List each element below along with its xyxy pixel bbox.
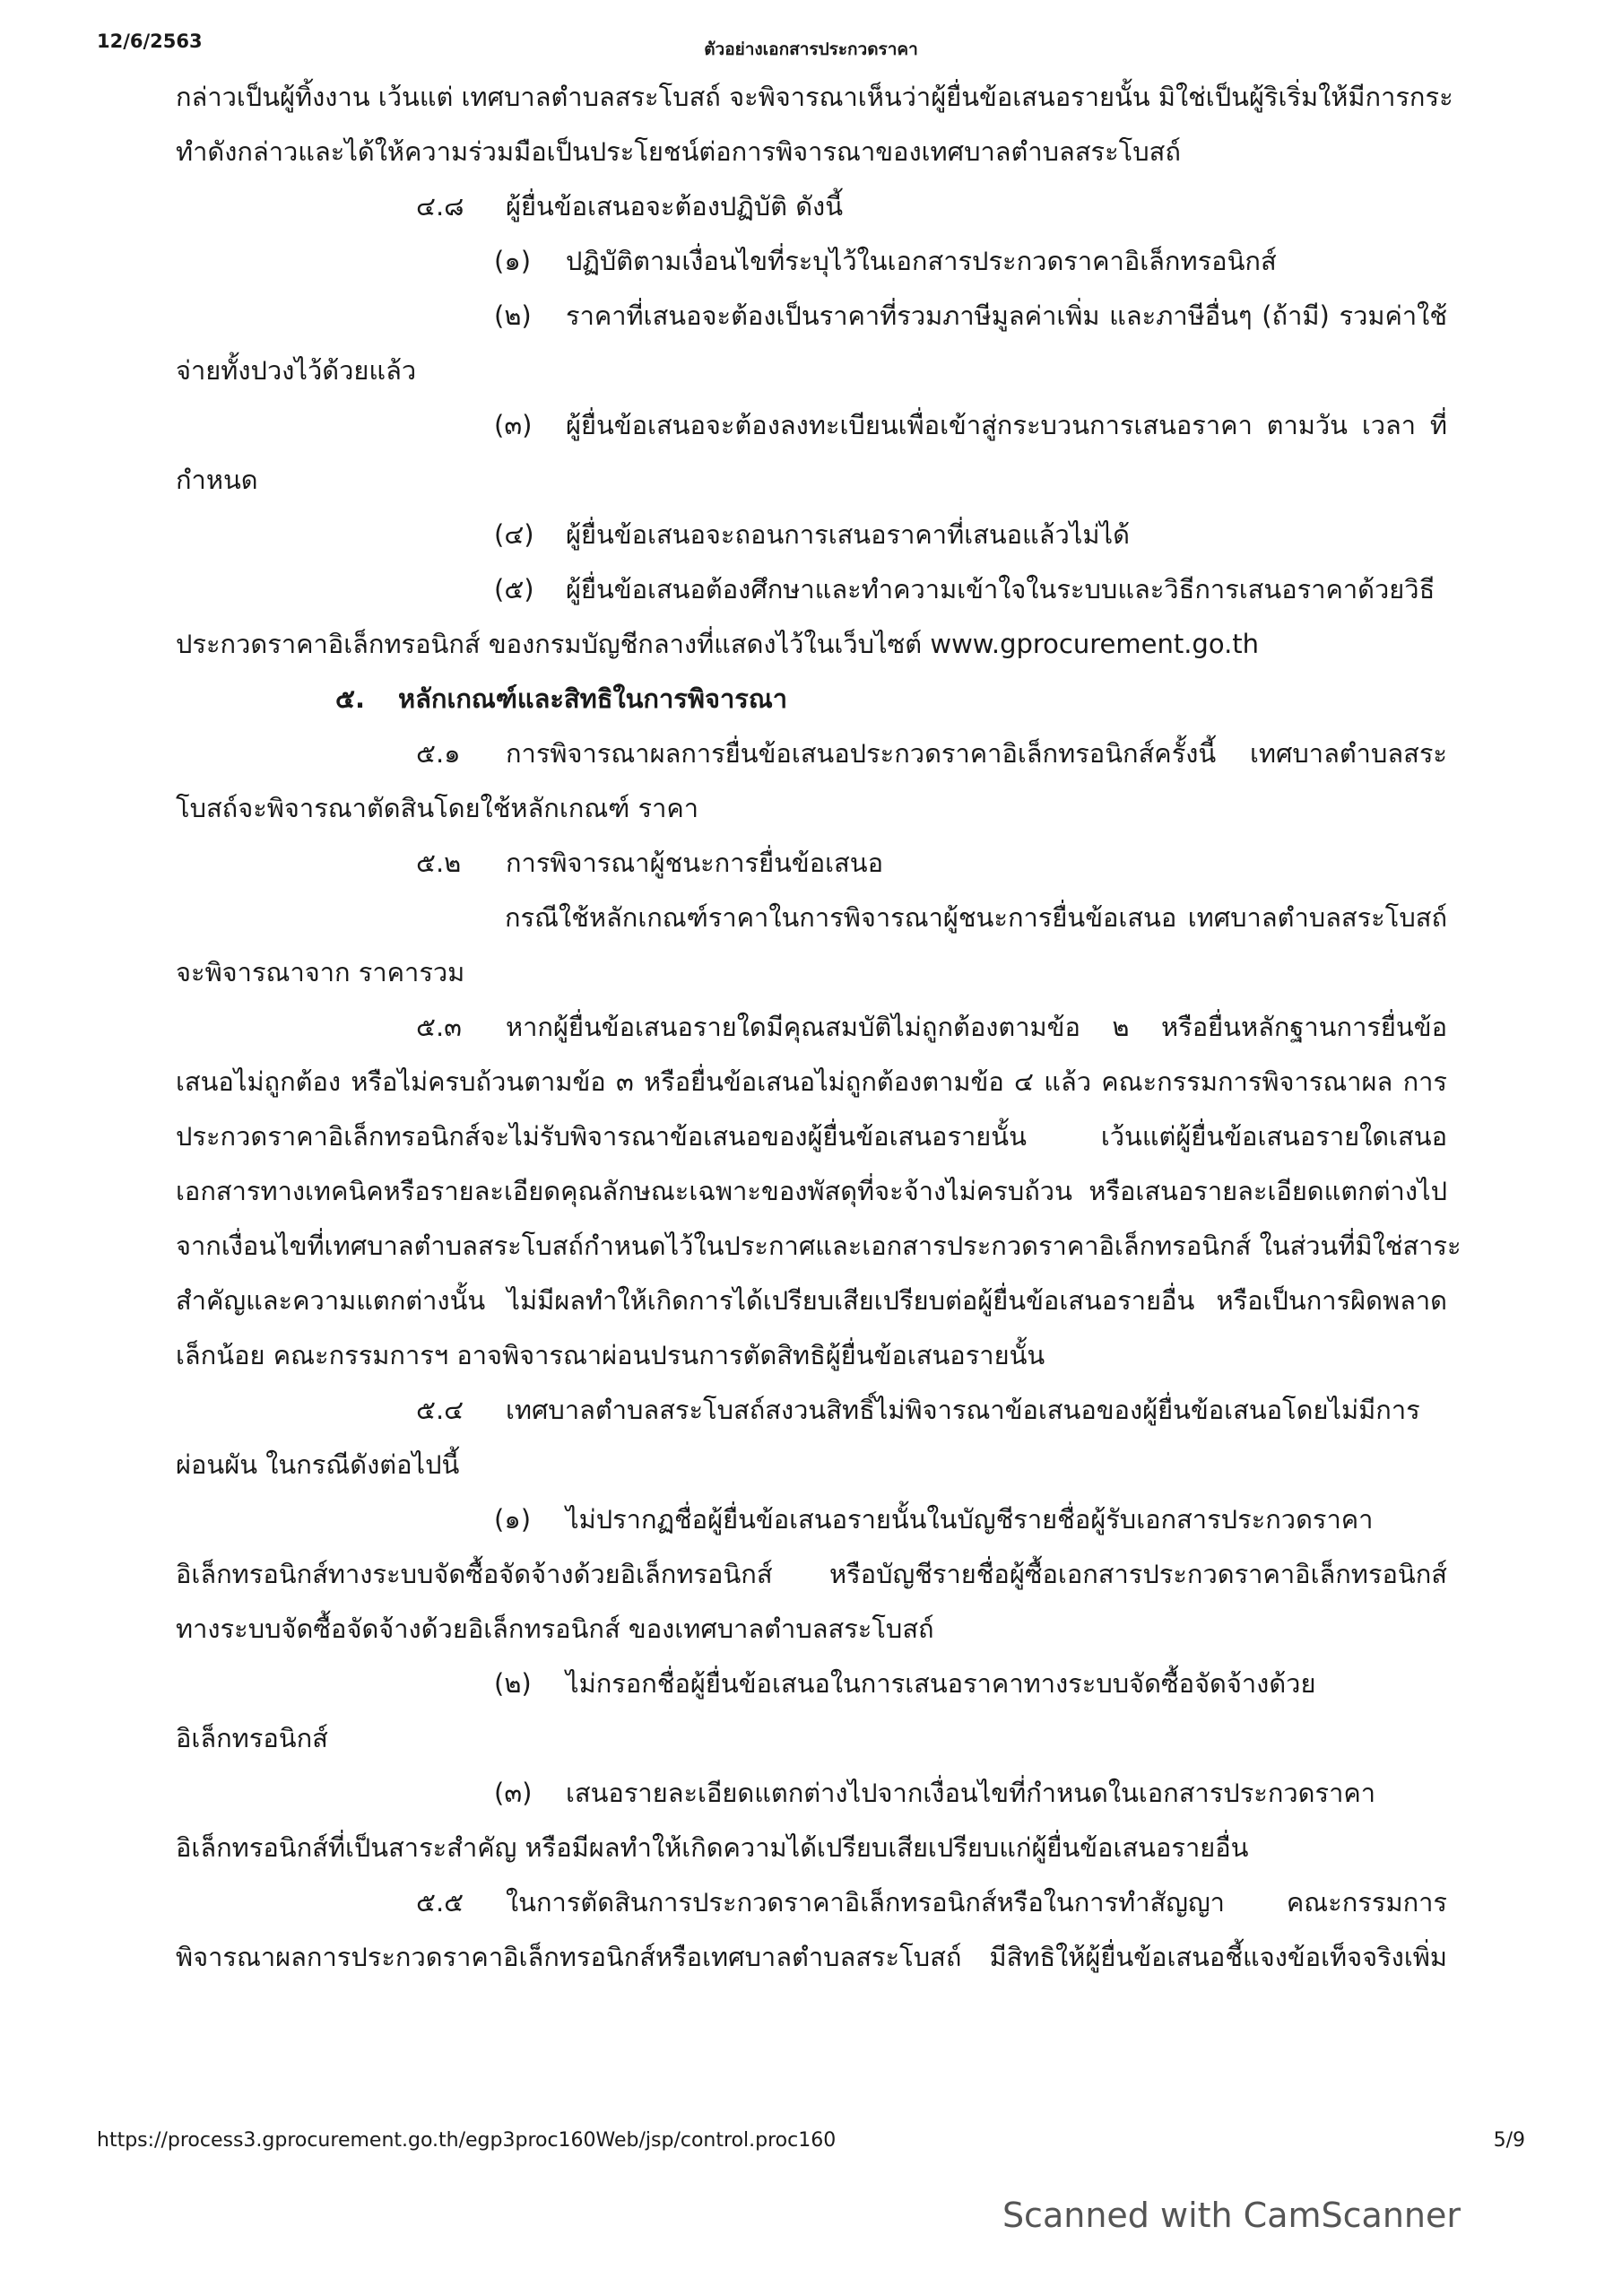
footer-page-number: 5/9 [1493, 2129, 1525, 2152]
clause-text: ไม่กรอกชื่อผู้ยื่นข้อเสนอในการเสนอราคาทางระบบจัดซื้อจัดจ้างด้วย [566, 1668, 1316, 1699]
body-line: กำหนด [176, 465, 258, 495]
body-line: จ่ายทั้งปวงไว้ด้วยแล้ว [176, 355, 417, 386]
subclause-3 [176, 1766, 1447, 1821]
subclause-1 [176, 234, 1447, 289]
body-line: สำคัญและความแตกต่างนั้น ไม่มีผลทำให้เกิดการได้เปรียบเสียเปรียบต่อผู้ยื่นข้อเสนอรายอื่น หรือเป็นการผิดพลาด [176, 1285, 1447, 1316]
body-line: เล็กน้อย คณะกรรมการฯ อาจพิจารณาผ่อนปรนการตัดสิทธิผู้ยื่นข้อเสนอรายนั้น [176, 1340, 1045, 1370]
clause-number: (๓) [494, 1778, 533, 1808]
body-line: อิเล็กทรอนิกส์ทางระบบจัดซื้อจัดจ้างด้วยอิเล็กทรอนิกส์ หรือบัญชีรายชื่อผู้ซื้อเอกสารประกวดราคาอิเล็กทรอนิกส์ [176, 1559, 1447, 1589]
clause-5-4 [176, 1383, 1447, 1438]
body-line: จากเงื่อนไขที่เทศบาลตำบลสระโบสถ์กำหนดไว้ในประกาศและเอกสารประกวดราคาอิเล็กทรอนิกส์ ในส่วนที่มิใช่สาระ [176, 1231, 1462, 1261]
clause-text: การพิจารณาผู้ชนะการยื่นข้อเสนอ [506, 848, 883, 878]
subclause-2 [176, 289, 1447, 344]
subclause-3 [176, 398, 1447, 453]
subclause-1 [176, 1492, 1447, 1547]
body-line: อิเล็กทรอนิกส์ที่เป็นสาระสำคัญ หรือมีผลทำให้เกิดความได้เปรียบเสียเปรียบแก่ผู้ยื่นข้อเสนอรายอื่น [176, 1832, 1249, 1863]
body-line: เสนอไม่ถูกต้อง หรือไม่ครบถ้วนตามข้อ ๓ หรือยื่นข้อเสนอไม่ถูกต้องตามข้อ ๔ แล้ว คณะกรรมการพิจารณาผล การ [176, 1066, 1447, 1097]
clause-number: (๒) [494, 300, 532, 331]
body-line: ทางระบบจัดซื้อจัดจ้างด้วยอิเล็กทรอนิกส์ ของเทศบาลตำบลสระโบสถ์ [176, 1613, 934, 1644]
body-line: ประกวดราคาอิเล็กทรอนิกส์ ของกรมบัญชีกลางที่แสดงไว้ในเว็บไซต์ www.gprocurement.go.th [176, 629, 1260, 659]
clause-text: ราคาที่เสนอจะต้องเป็นราคาที่รวมภาษีมูลค่าเพิ่ม และภาษีอื่นๆ (ถ้ามี) รวมค่าใช้ [566, 300, 1447, 331]
body-line: กล่าวเป็นผู้ทิ้งงาน เว้นแต่ เทศบาลตำบลสระโบสถ์ จะพิจารณาเห็นว่าผู้ยื่นข้อเสนอรายนั้น มิใช่เป็นผู้ริเริ่มให้มีการกระ [176, 82, 1453, 112]
section-number: ๕. [335, 683, 365, 714]
clause-5-1 [176, 726, 1447, 781]
clause-4-8 [176, 179, 1447, 234]
clause-text: ผู้ยื่นข้อเสนอจะต้องปฏิบัติ ดังนี้ [506, 191, 844, 222]
header-title: ตัวอย่างเอกสารประกวดราคา [704, 39, 918, 59]
body-line: อิเล็กทรอนิกส์ [176, 1723, 328, 1753]
clause-text: การพิจารณาผลการยื่นข้อเสนอประกวดราคาอิเล็กทรอนิกส์ครั้งนี้ เทศบาลตำบลสระ [506, 738, 1447, 769]
clause-text: ผู้ยื่นข้อเสนอต้องศึกษาและทำความเข้าใจในระบบและวิธีการเสนอราคาด้วยวิธี [566, 574, 1436, 604]
body-line: พิจารณาผลการประกวดราคาอิเล็กทรอนิกส์หรือเทศบาลตำบลสระโบสถ์ มีสิทธิให้ผู้ยื่นข้อเสนอชี้แจงข้อเท็จจริงเพิ่ม [176, 1942, 1447, 1972]
clause-text: ในการตัดสินการประกวดราคาอิเล็กทรอนิกส์หรือในการทำสัญญา คณะกรรมการ [506, 1887, 1447, 1918]
body-line: จะพิจารณาจาก ราคารวม [176, 957, 465, 987]
clause-5-3 [176, 1000, 1447, 1055]
clause-text: ไม่ปรากฏชื่อผู้ยื่นข้อเสนอรายนั้นในบัญชีรายชื่อผู้รับเอกสารประกวดราคา [566, 1504, 1374, 1535]
clause-number: ๕.๒ [416, 848, 462, 878]
clause-text: ผู้ยื่นข้อเสนอจะต้องลงทะเบียนเพื่อเข้าสู่กระบวนการเสนอราคา ตามวัน เวลา ที่ [566, 410, 1447, 440]
body-line: โบสถ์จะพิจารณาตัดสินโดยใช้หลักเกณฑ์ ราคา [176, 793, 699, 823]
clause-number: (๑) [494, 246, 532, 276]
clause-text: ผู้ยื่นข้อเสนอจะถอนการเสนอราคาที่เสนอแล้วไม่ได้ [566, 519, 1130, 550]
footer-url: https://process3.gprocurement.go.th/egp3proc160Web/jsp/control.proc160 [97, 2129, 837, 2152]
clause-number: (๕) [494, 574, 534, 604]
clause-number: ๕.๔ [416, 1395, 464, 1425]
body-line: ผ่อนผัน ในกรณีดังต่อไปนี้ [176, 1449, 460, 1480]
body-line: เอกสารทางเทคนิคหรือรายละเอียดคุณลักษณะเฉพาะของพัสดุที่จะจ้างไม่ครบถ้วน หรือเสนอรายละเอียดแตกต่างไป [176, 1176, 1447, 1206]
scanner-watermark: Scanned with CamScanner [1002, 2196, 1461, 2235]
clause-number: (๒) [494, 1668, 532, 1699]
subclause-2 [176, 1657, 1447, 1711]
clause-text: เสนอรายละเอียดแตกต่างไปจากเงื่อนไขที่กำหนดในเอกสารประกวดราคา [566, 1778, 1376, 1808]
section-title: หลักเกณฑ์และสิทธิในการพิจารณา [398, 683, 788, 714]
header-date: 12/6/2563 [97, 30, 203, 52]
clause-text: หากผู้ยื่นข้อเสนอรายใดมีคุณสมบัติไม่ถูกต้องตามข้อ ๒ หรือยื่นหลักฐานการยื่นข้อ [506, 1012, 1447, 1042]
clause-text: ปฏิบัติตามเงื่อนไขที่ระบุไว้ในเอกสารประกวดราคาอิเล็กทรอนิกส์ [566, 246, 1277, 276]
clause-number: (๓) [494, 410, 533, 440]
clause-number: ๔.๘ [416, 191, 464, 222]
clause-5-5 [176, 1875, 1447, 1930]
clause-number: (๑) [494, 1504, 532, 1535]
subclause-5 [176, 562, 1447, 617]
section-5-heading [176, 672, 1447, 726]
clause-text: เทศบาลตำบลสระโบสถ์สงวนสิทธิ์ไม่พิจารณาข้อเสนอของผู้ยื่นข้อเสนอโดยไม่มีการ [506, 1395, 1420, 1425]
document-body [176, 70, 1462, 1985]
body-line: ทำดังกล่าวและได้ให้ความร่วมมือเป็นประโยชน์ต่อการพิจารณาของเทศบาลตำบลสระโบสถ์ [176, 136, 1181, 167]
body-line: กรณีใช้หลักเกณฑ์ราคาในการพิจารณาผู้ชนะการยื่นข้อเสนอ เทศบาลตำบลสระโบสถ์ [505, 902, 1447, 933]
clause-number: ๕.๓ [416, 1012, 462, 1042]
body-line: ประกวดราคาอิเล็กทรอนิกส์จะไม่รับพิจารณาข้อเสนอของผู้ยื่นข้อเสนอรายนั้น เว้นแต่ผู้ยื่นข้อเสนอรายใดเสนอ [176, 1121, 1447, 1152]
clause-5-2 [176, 836, 1447, 891]
clause-number: ๕.๑ [416, 738, 461, 769]
subclause-4 [176, 508, 1447, 562]
clause-number: (๔) [494, 519, 534, 550]
clause-number: ๕.๕ [416, 1887, 464, 1918]
